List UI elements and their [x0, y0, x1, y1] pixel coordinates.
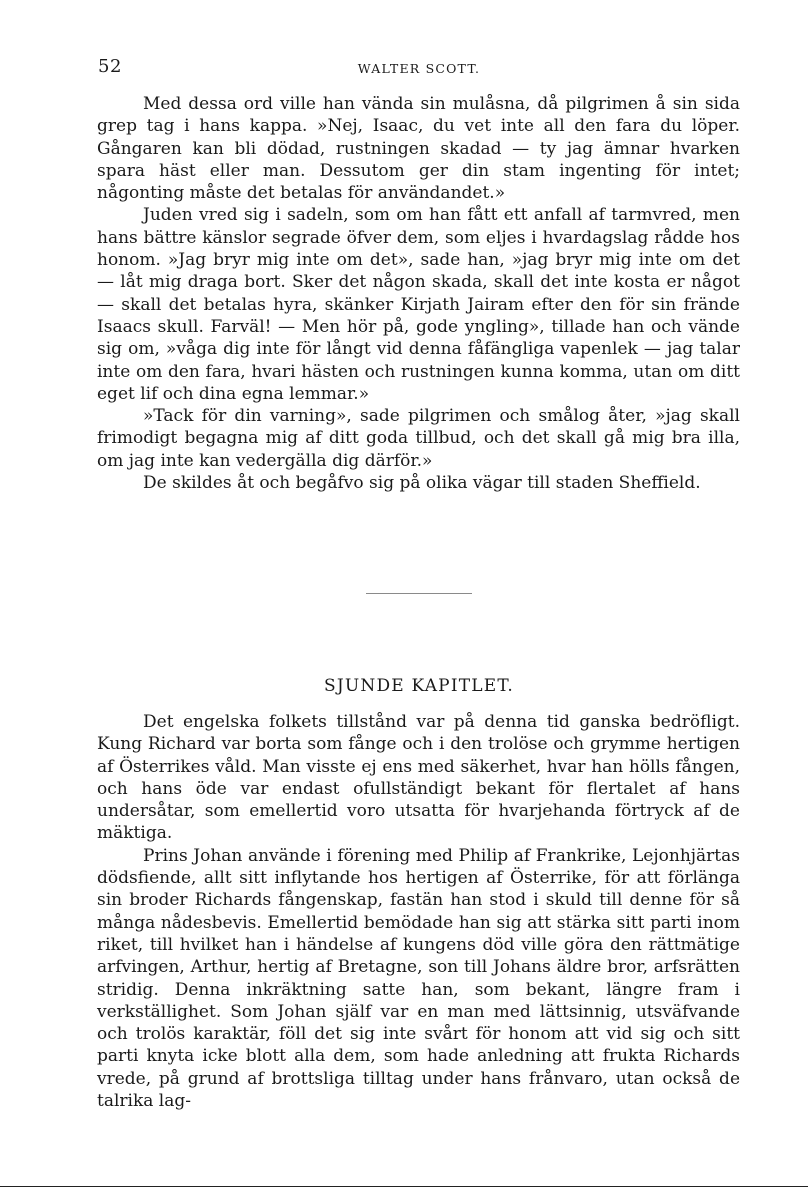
section-divider [366, 593, 472, 594]
chapter-title: SJUNDE KAPITLET. [323, 676, 515, 696]
page-number: 52 [98, 56, 122, 77]
paragraph: De skildes åt och begåfvo sig på olika vägar till staden Sheffield. [143, 473, 701, 494]
paragraph: »Tack för din varning», sade pilgrimen och smålog åter, »jag skall frimodigt begagna mig af ditt goda tillbud, och det skall gå mig bra illa, om jag inte kan vedergälla dig därför.» [97, 406, 740, 471]
paragraph: Det engelska folkets tillstånd var på denna tid ganska bedröfligt. Kung Richard var borta som fånge och i den trolöse och grymme hertigen af Österrikes våld. Man visste ej ens med säkerhet, hvar han hölls fången, och hans öde var endast ofullständigt bekant för flertalet af hans undersåtar, som emellertid voro utsatta för hvarjehanda förtryck af de mäktiga. [97, 712, 740, 844]
paragraph: Med dessa ord ville han vända sin mulåsna, då pilgrimen å sin sida grep tag i hans kappa. »Nej, Isaac, du vet inte all den fara du löper. Gångaren kan bli dödad, rustningen skadad — ty jag ämnar hvarken spara häst eller man. Dessutom ger din stam ingenting för intet; någonting måste det betalas för användandet.» [97, 94, 740, 204]
paragraph: Juden vred sig i sadeln, som om han fått ett anfall af tarmvred, men hans bättre känslor segrade öfver dem, som eljes i hvardagslag rådde hos honom. »Jag bryr mig inte om det», sade han, »jag bryr mig inte om det — låt mig draga bort. Sker det någon skada, skall det inte kosta er något — skall det betalas hyra, skänker Kirjath Jairam efter den för sin frände Isaacs skull. Farväl! — Men hör på, gode yngling», tillade han och vände sig om, »våga dig inte för långt vid denna fåfängliga vapenlek — jag talar inte om den fara, hvari hästen och rustningen kunna komma, utan om ditt eget lif och dina egna lemmar.» [97, 205, 740, 404]
text-section-2 [97, 711, 740, 1112]
running-head: WALTER SCOTT. [357, 61, 481, 76]
paragraph: Prins Johan använde i förening med Philip af Frankrike, Lejonhjärtas dödsfiende, allt sitt inflytande hos hertigen af Österrike, för att förlänga sin broder Richards fångenskap, fastän han stod i skuld till denne för så många nådesbevis. Emellertid bemödade han sig att stärka sitt parti inom riket, till hvilket han i händelse af kungens död ville göra den rättmätige arfvingen, Arthur, hertig af Bretagne, son till Johans äldre bror, arfsrätten stridig. Denna inkräktning satte han, som bekant, längre fram i verkställighet. Som Johan själf var en man med lättsinnig, utsväfvande och trolös karaktär, föll det sig inte svårt för honom att vid sig och sitt parti knyta icke blott alla dem, som hade anledning att frukta Richards vrede, på grund af brottsliga tilltag under hans frånvaro, utan också de talrika lag- [97, 845, 740, 1112]
text-section-1 [97, 93, 740, 494]
page-edge-rule [0, 1186, 808, 1187]
